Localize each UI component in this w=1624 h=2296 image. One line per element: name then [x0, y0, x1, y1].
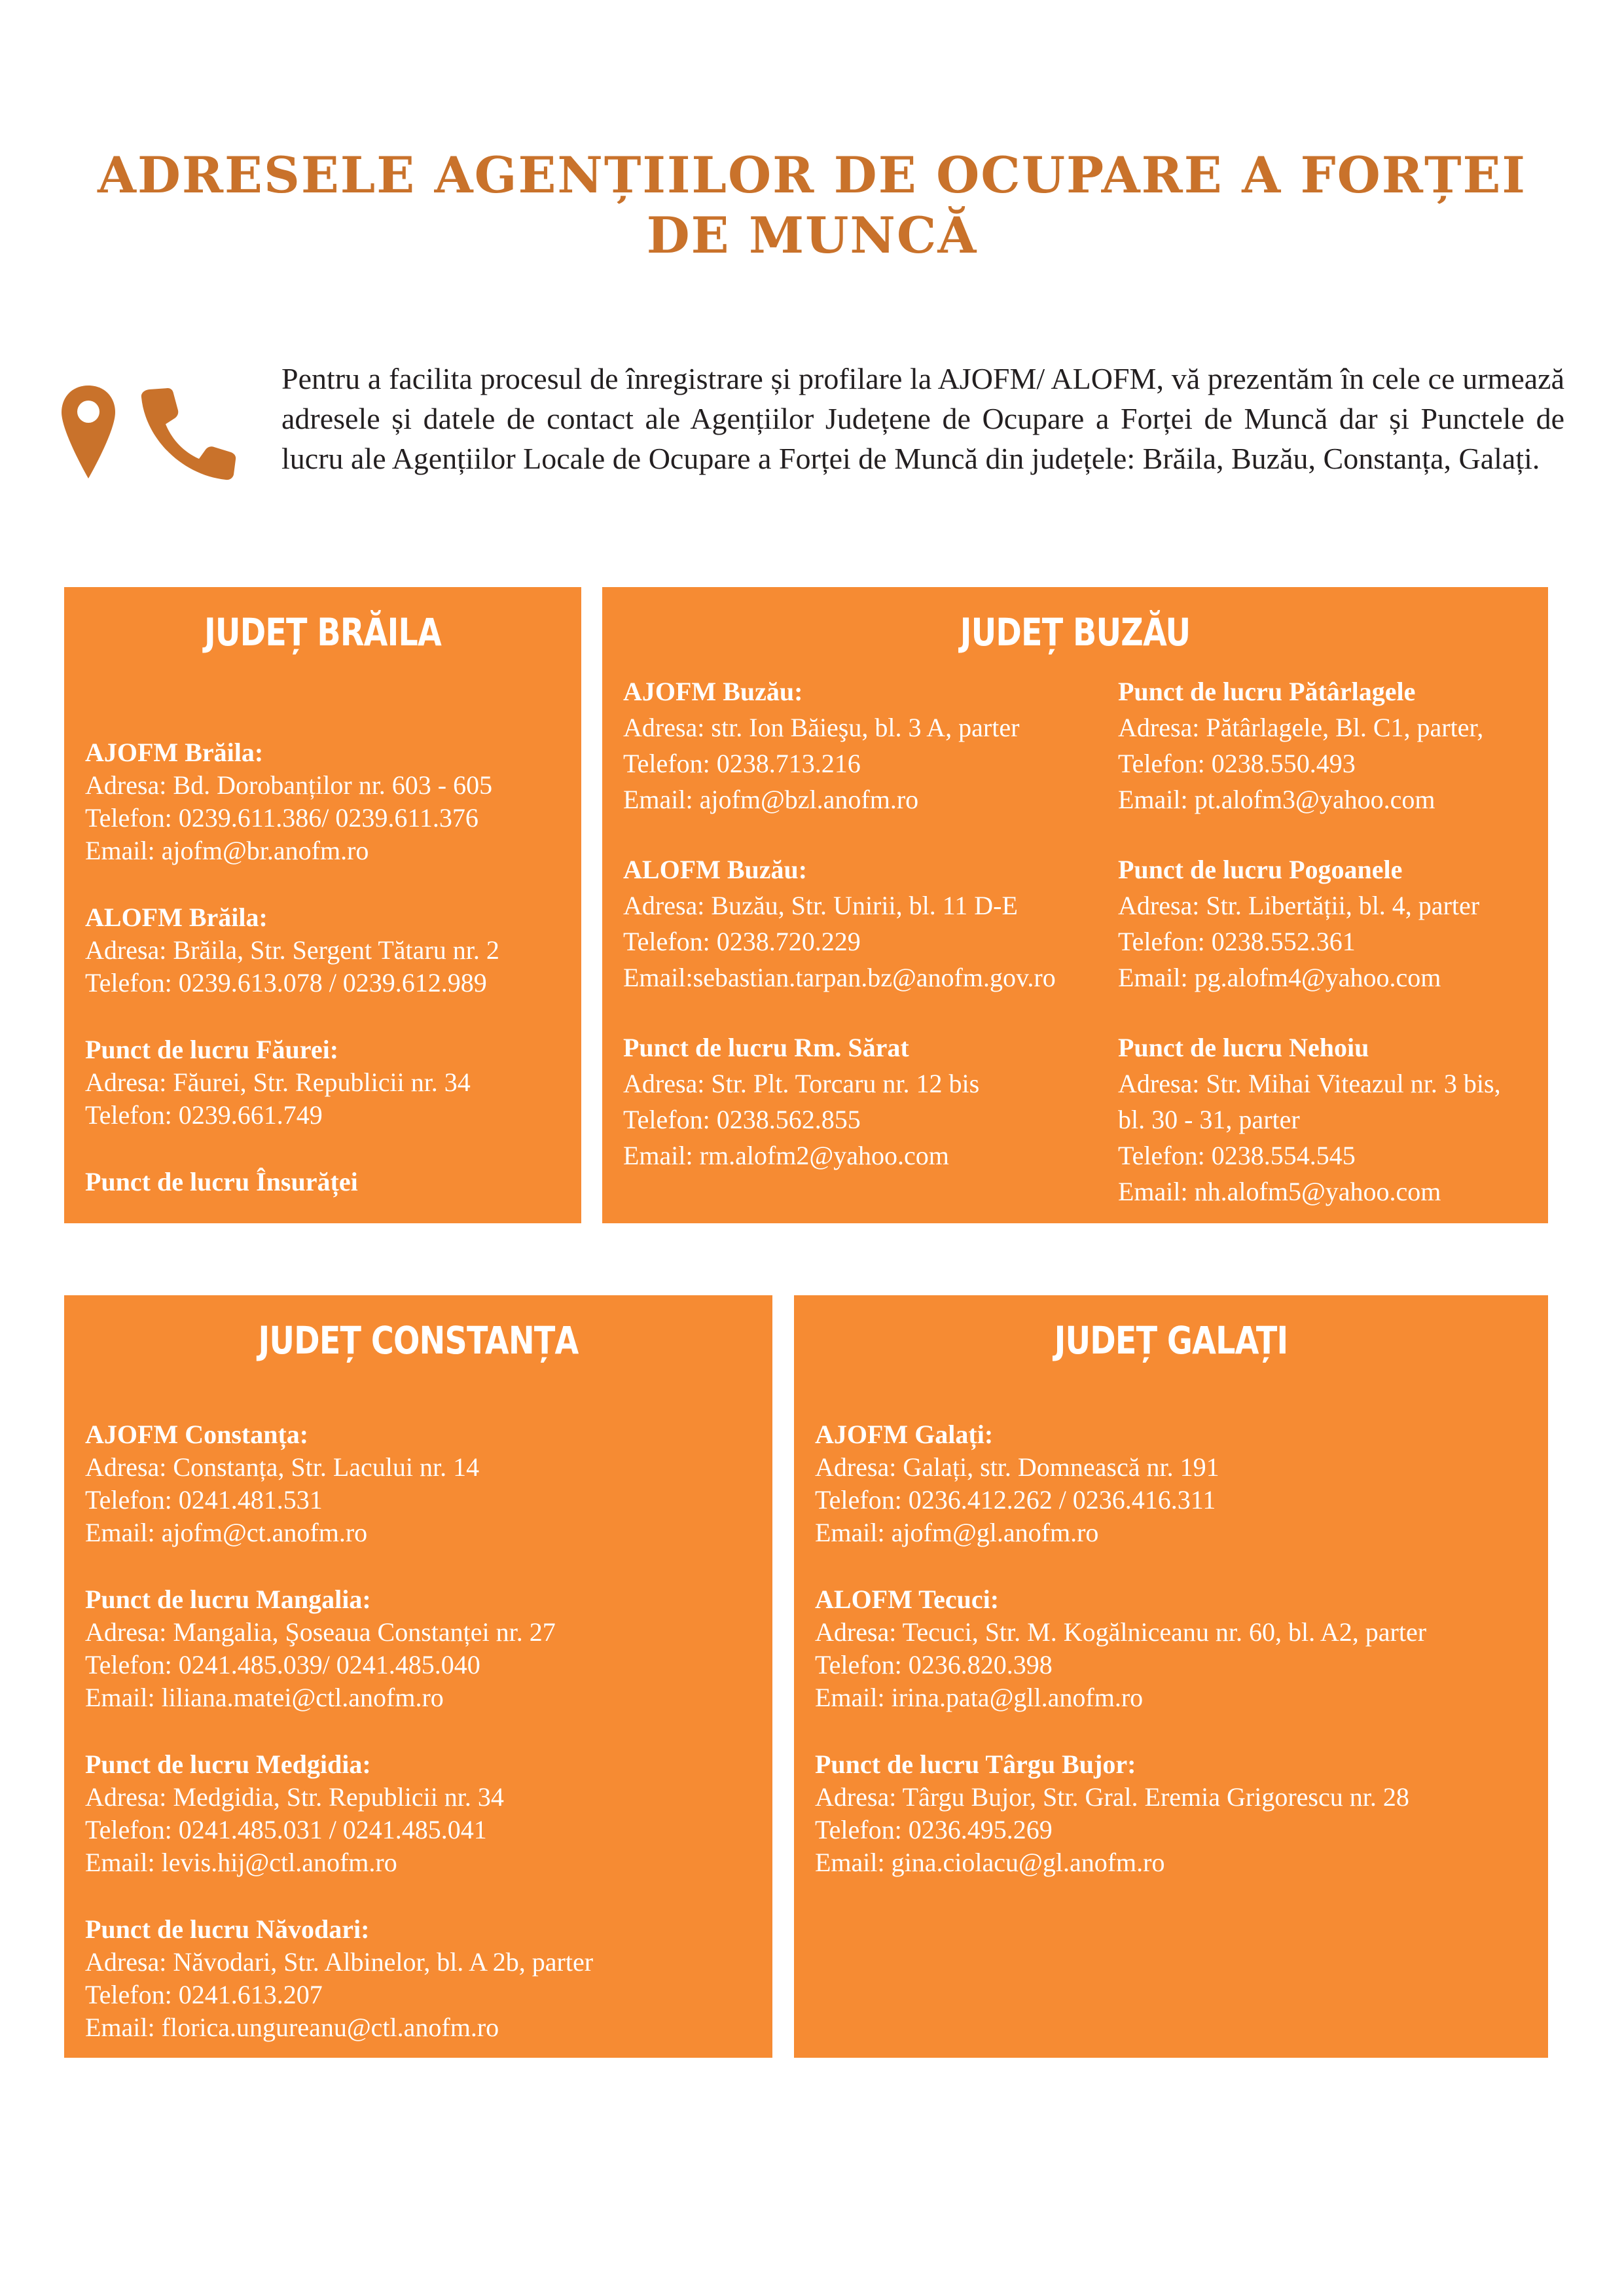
email-line: Email: gina.ciolacu@gl.anofm.ro: [815, 1848, 1165, 1877]
address-line: Adresa: Bd. Dorobanților nr. 603 - 605: [85, 770, 493, 800]
entry-heading: AJOFM Brăila:: [85, 738, 264, 767]
contact-entry: [85, 1418, 759, 1549]
entry-heading: Punct de lucru Însurăței: [85, 1167, 358, 1196]
email-line: Email: pt.alofm3@yahoo.com: [1118, 785, 1435, 814]
email-line: Email: florica.ungureanu@ctl.anofm.ro: [85, 2013, 499, 2042]
entry-heading: AJOFM Constanța:: [85, 1420, 309, 1449]
county-title: JUDEȚ GALAȚI: [1054, 1318, 1288, 1363]
county-title: JUDEȚ BUZĂU: [960, 610, 1191, 655]
phone-line: Telefon: 0241.485.031 / 0241.485.041: [85, 1815, 487, 1844]
phone-line: Telefon: 0238.720.229: [623, 927, 861, 956]
entry-heading: Punct de lucru Pogoanele: [1118, 855, 1403, 884]
phone-line: Telefon: 0238.552.361: [1118, 927, 1356, 956]
address-line: Adresa: str. Ion Băieşu, bl. 3 A, parter: [623, 713, 1020, 742]
address-line: Adresa: Pătârlagele, Bl. C1, parter,: [1118, 713, 1484, 742]
contact-entry: [815, 1748, 1535, 1879]
entry-heading: Punct de lucru Năvodari:: [85, 1914, 370, 1944]
contact-entry: [1118, 852, 1537, 996]
constanta-entries: [85, 1418, 759, 2078]
entry-heading: Punct de lucru Pătârlagele: [1118, 677, 1416, 706]
email-line: Email: ajofm@gl.anofm.ro: [815, 1518, 1099, 1547]
email-line: Email: pg.alofm4@yahoo.com: [1118, 963, 1441, 992]
email-line: Email: levis.hij@ctl.anofm.ro: [85, 1848, 397, 1877]
phone-line: Telefon: 0236.412.262 / 0236.416.311: [815, 1485, 1216, 1515]
email-line: Email: irina.pata@gll.anofm.ro: [815, 1683, 1144, 1712]
contact-entry: [1118, 673, 1537, 817]
phone-line: Telefon: 0238.554.545: [1118, 1141, 1356, 1170]
entry-heading: Punct de lucru Medgidia:: [85, 1749, 371, 1779]
address-line: Adresa: Buzău, Str. Unirii, bl. 11 D-E: [623, 891, 1018, 920]
county-title: JUDEȚ BRĂILA: [204, 610, 441, 655]
entry-heading: ALOFM Brăila:: [85, 903, 268, 932]
page-title: ADRESELE AGENȚIILOR DE OCUPARE A FORȚEI DE MUNCĂ: [98, 146, 1526, 264]
phone-line: Telefon: 0238.550.493: [1118, 749, 1356, 778]
phone-line: Telefon: 0236.820.398: [815, 1650, 1053, 1679]
address-line: Adresa: Str. Mihai Viteazul nr. 3 bis,: [1118, 1069, 1501, 1098]
phone-line: Telefon: 0239.661.749: [85, 1100, 323, 1130]
address-line: Adresa: Făurei, Str. Republicii nr. 34: [85, 1067, 471, 1097]
address-line: Adresa: Galați, str. Domnească nr. 191: [815, 1452, 1219, 1482]
contact-entry: [1118, 1030, 1537, 1210]
entry-heading: AJOFM Galați:: [815, 1420, 994, 1449]
entry-heading: Punct de lucru Mangalia:: [85, 1585, 371, 1614]
address-line: Adresa: Constanța, Str. Lacului nr. 14: [85, 1452, 480, 1482]
address-line: Adresa: Medgidia, Str. Republicii nr. 34: [85, 1782, 504, 1812]
address-line: Adresa: Năvodari, Str. Albinelor, bl. A 2b, parter: [85, 1947, 594, 1977]
email-line: Email: ajofm@ct.anofm.ro: [85, 1518, 368, 1547]
phone-line: Telefon: 0241.613.207: [85, 1980, 323, 2009]
email-line: Email: ajofm@br.anofm.ro: [85, 836, 369, 865]
phone-line: Telefon: 0239.611.386/ 0239.611.376: [85, 803, 478, 833]
contact-entry: [85, 901, 569, 999]
contact-entry: [85, 1166, 569, 1198]
county-box-constanta: [64, 1295, 772, 2058]
entry-heading: ALOFM Tecuci:: [815, 1585, 1000, 1614]
buzau-left-entries: [623, 673, 1094, 1208]
email-line: Email: nh.alofm5@yahoo.com: [1118, 1177, 1441, 1206]
address-line: Adresa: Str. Plt. Torcaru nr. 12 bis: [623, 1069, 980, 1098]
email-line: Email:sebastian.tarpan.bz@anofm.gov.ro: [623, 963, 1056, 992]
entry-heading: AJOFM Buzău:: [623, 677, 803, 706]
contact-entry: [815, 1583, 1535, 1714]
address-line: bl. 30 - 31, parter: [1118, 1105, 1300, 1134]
address-line: Adresa: Mangalia, Şoseaua Constanței nr. 27: [85, 1617, 556, 1647]
email-line: Email: ajofm@bzl.anofm.ro: [623, 785, 919, 814]
galati-entries: [815, 1418, 1535, 1913]
county-box-braila: [64, 587, 581, 1223]
intro-paragraph: Pentru a facilita procesul de înregistrare și profilare la AJOFM/ ALOFM, vă prezentăm în cele ce urmează adresele și datele de contact ale Agențiilor Județene de Ocupare a Forței de Muncă dar și Punctele de lucru ale Agențiilor Locale de Ocupare a Forței de Muncă din județele: Brăila, Buzău, Constanța, Galați.: [281, 362, 1564, 475]
phone-line: Telefon: 0236.495.269: [815, 1815, 1053, 1844]
entry-heading: Punct de lucru Târgu Bujor:: [815, 1749, 1136, 1779]
county-box-galati: [794, 1295, 1548, 2058]
contact-entry: [623, 673, 1094, 817]
phone-line: Telefon: 0241.481.531: [85, 1485, 323, 1515]
contact-entry: [85, 1748, 759, 1879]
entry-heading: Punct de lucru Făurei:: [85, 1035, 339, 1064]
county-title: JUDEȚ CONSTANȚA: [258, 1318, 579, 1363]
county-box-buzau: [602, 587, 1548, 1223]
contact-entry: [85, 1583, 759, 1714]
address-line: Adresa: Târgu Bujor, Str. Gral. Eremia Grigorescu nr. 28: [815, 1782, 1409, 1812]
contact-entry: [85, 1913, 759, 2044]
entry-heading: ALOFM Buzău:: [623, 855, 808, 884]
contact-entry: [815, 1418, 1535, 1549]
address-line: Adresa: Brăila, Str. Sergent Tătaru nr. 2: [85, 935, 499, 965]
address-line: Adresa: Str. Libertății, bl. 4, parter: [1118, 891, 1480, 920]
entry-heading: Punct de lucru Nehoiu: [1118, 1033, 1369, 1062]
location-pin-icon: [59, 383, 118, 481]
phone-icon: [136, 384, 241, 482]
address-line: Adresa: Tecuci, Str. M. Kogălniceanu nr. 60, bl. A2, parter: [815, 1617, 1427, 1647]
contact-entry: [85, 736, 569, 867]
contact-entry: [85, 1033, 569, 1132]
phone-line: Telefon: 0239.613.078 / 0239.612.989: [85, 968, 487, 997]
braila-entries: [85, 736, 569, 1232]
phone-line: Telefon: 0238.713.216: [623, 749, 861, 778]
contact-entry: [623, 852, 1094, 996]
email-line: Email: rm.alofm2@yahoo.com: [623, 1141, 949, 1170]
email-line: Email: liliana.matei@ctl.anofm.ro: [85, 1683, 444, 1712]
contact-entry: [623, 1030, 1094, 1174]
buzau-right-entries: [1118, 673, 1537, 1244]
contact-icons: [59, 383, 242, 488]
phone-line: Telefon: 0238.562.855: [623, 1105, 861, 1134]
entry-heading: Punct de lucru Rm. Sărat: [623, 1033, 909, 1062]
phone-line: Telefon: 0241.485.039/ 0241.485.040: [85, 1650, 480, 1679]
